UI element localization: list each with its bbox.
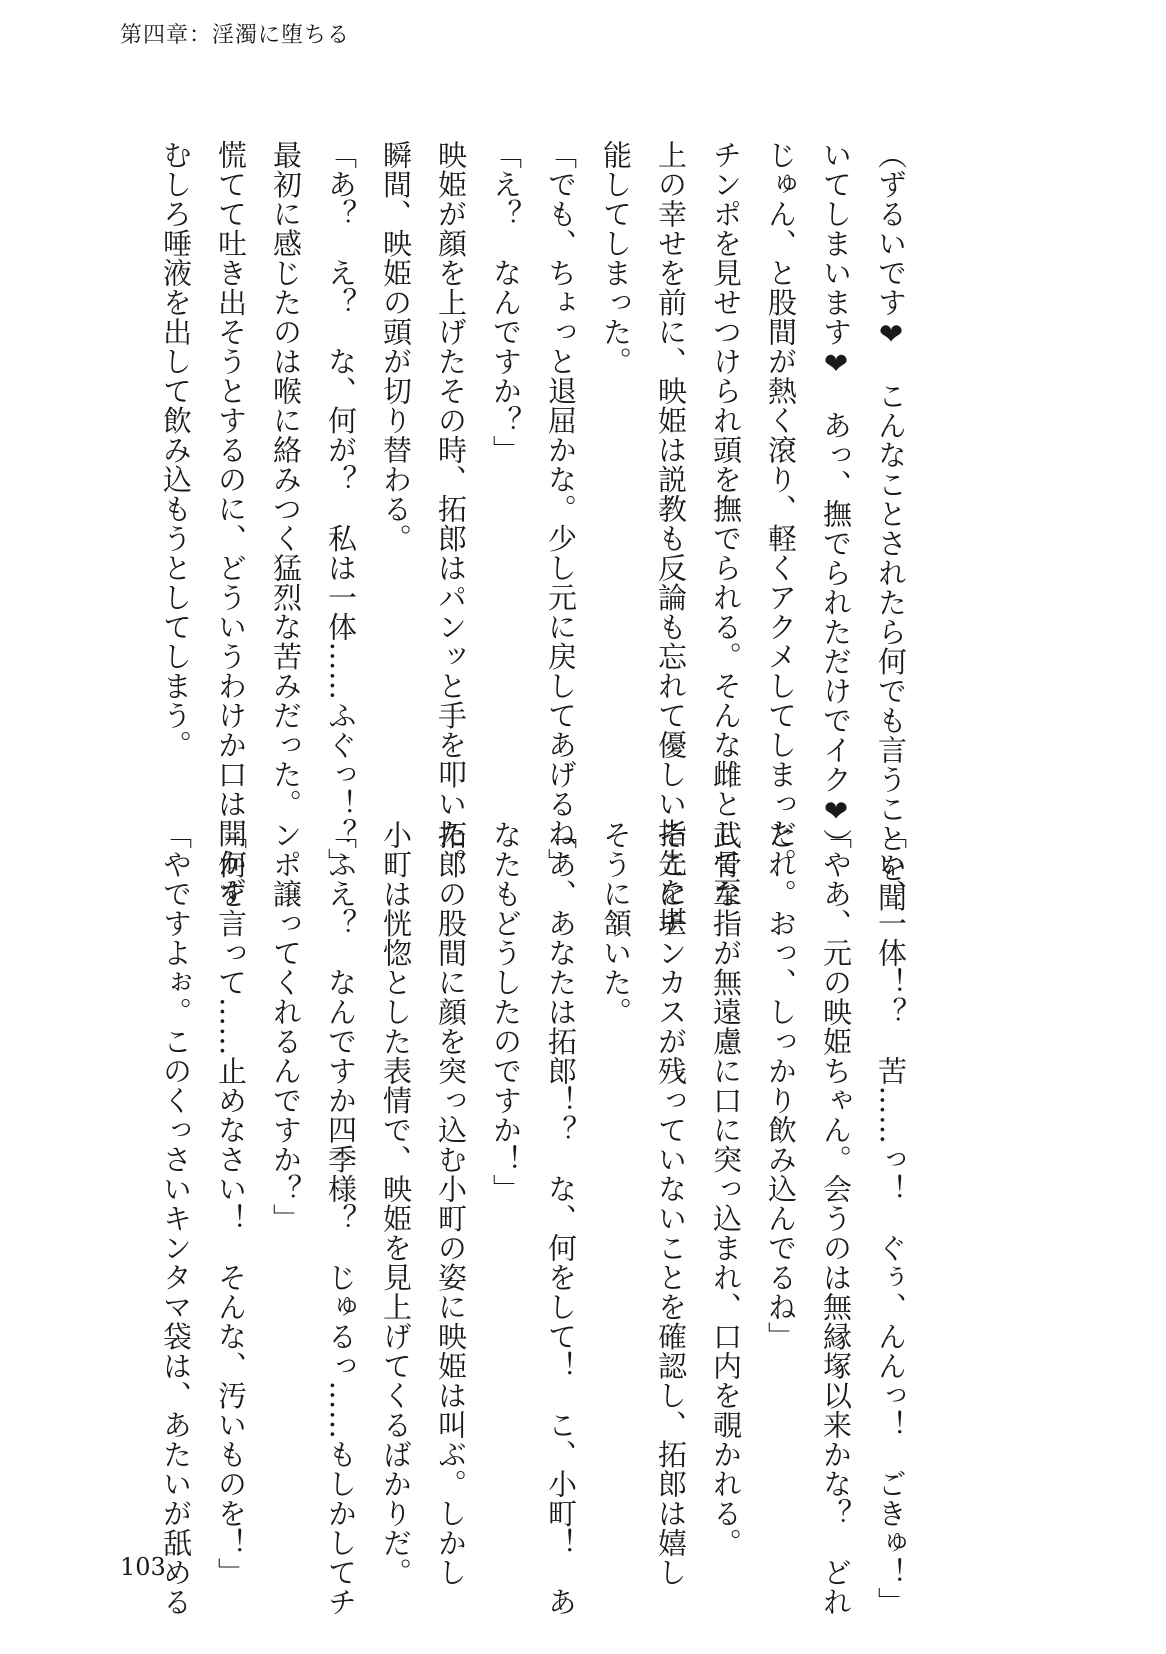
text-line: 上の幸せを前に、映姫は説教も反論も忘れて優しい指先を堪 [654, 140, 688, 937]
text-line: 「やですよぉ。このくっさいキンタマ袋は、あたいが舐める [159, 820, 193, 1617]
text-line: 最初に感じたのは喉に絡みつく猛烈な苦みだった。 [269, 140, 303, 819]
text-line: 映姫が顔を上げたその時、拓郎はパンッと手を叩いた。 [434, 140, 468, 878]
text-line: ンポ譲ってくれるんですか？」 [269, 820, 303, 1233]
text-line: 「あ？ え？ な、何が？ 私は一体……ふぐっ！？」 [324, 140, 358, 878]
text-line: 「え？ なんですか？」 [489, 140, 523, 465]
text-line: 瞬間、映姫の頭が切り替わる。 [379, 140, 413, 553]
text-line: 拓郎の股間に顔を突っ込む小町の姿に映姫は叫ぶ。しかし [434, 820, 468, 1587]
text-line: じゅん、と股間が熱く滾り、軽くアクメしてしまった。 [764, 140, 798, 878]
text-line: むしろ唾液を出して飲み込もうとしてしまう。 [159, 140, 193, 760]
text-line: 「やあ、元の映姫ちゃん。会うのは無縁塚以来かな？ どれ [819, 820, 853, 1617]
text-line: チンポを見せつけられ頭を撫でられる。そんな雌として至 [709, 140, 743, 907]
text-line: 能してしまった。 [599, 140, 633, 376]
text-line: どれ。おっ、しっかり飲み込んでるね」 [764, 820, 798, 1351]
text-line: 「でも、ちょっと退屈かな。少し元に戻してあげるね」 [544, 140, 578, 878]
text-line: そうに頷いた。 [599, 820, 633, 1027]
text-line: なたもどうしたのですか！」 [489, 820, 523, 1204]
text-line: 「い、一体！？ 苦……っ！ ぐぅ、んんっ！ ごきゅ！」 [874, 820, 908, 1617]
text-line: 小町は恍惚とした表情で、映姫を見上げてくるばかりだ。 [379, 820, 413, 1587]
text-line: 「あ、あなたは拓郎！？ な、何をして！ こ、小町！ あ [544, 820, 578, 1617]
text-line: いてしまいます❤ あっ、撫でられただけでイク❤） [819, 140, 853, 858]
text-line: 武骨な指が無遠慮に口に突っ込まれ、口内を覗かれる。 [709, 820, 743, 1558]
text-line: 「何を言って……止めなさい！ そんな、汚いものを！」 [214, 820, 248, 1587]
chapter-title: 第四章：淫濁に堕ちる [120, 23, 351, 48]
text-line: （ずるいです❤ こんなことされたら何でも言うことを聞 [874, 140, 908, 912]
page-number: 103 [120, 1553, 166, 1581]
text-line: 「ふえ？ なんですか四季様？ じゅるっ……もしかしてチ [324, 820, 358, 1617]
text-line: そこにチンカスが残っていないことを確認し、拓郎は嬉し [654, 820, 688, 1587]
text-line: 慌てて吐き出そうとするのに、どういうわけか口は開かず [214, 140, 248, 907]
